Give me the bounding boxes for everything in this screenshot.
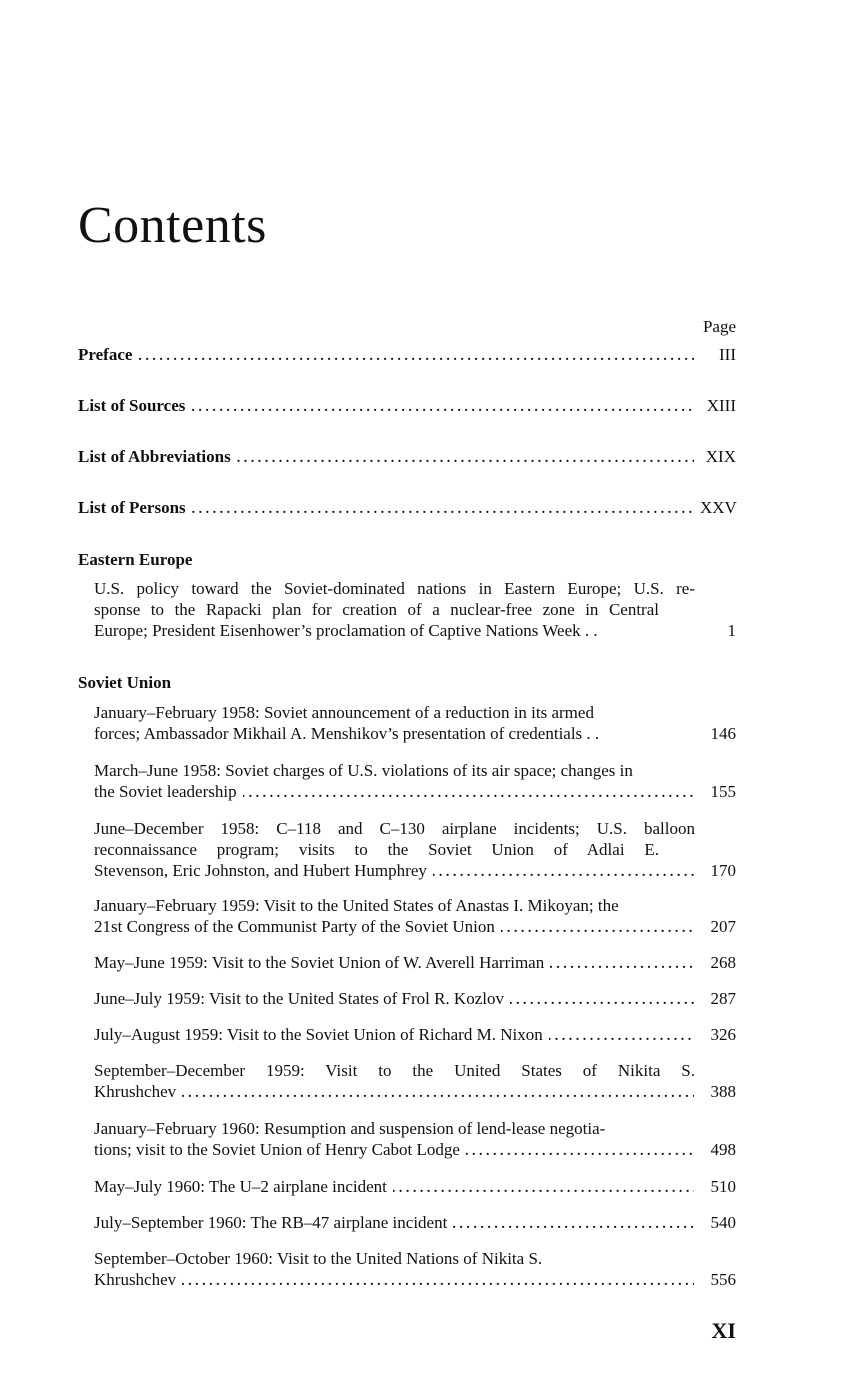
dot-leader [182,1083,694,1104]
toc-page-number: 207 [710,917,736,936]
toc-page-number: 388 [710,1082,736,1101]
toc-page-number: 155 [710,782,736,801]
toc-row-list-of-persons[interactable] [78,497,736,520]
toc-page-number: 498 [710,1140,736,1159]
toc-row-list-of-sources[interactable] [78,395,736,418]
toc-label: Preface [78,345,133,364]
toc-page-number: 1 [727,621,736,640]
toc-entry[interactable] [94,760,736,804]
toc-entry[interactable] [94,1118,736,1162]
toc-entry[interactable] [94,1248,736,1292]
entry-line: Khrushchev [94,1082,177,1101]
dot-leader [182,1271,694,1292]
entry-line: U.S. policy toward the Soviet-dominated nations in Eastern Europe; U.S. re- [94,579,695,598]
toc-entry[interactable] [94,1024,736,1047]
dot-leader [191,397,694,418]
entry-line: forces; Ambassador Mikhail A. Menshikov’s presentation of credentials . . [94,724,600,743]
entry-line: July–September 1960: The RB–47 airplane incident [94,1213,448,1232]
dot-leader [549,1026,694,1047]
toc-page-number: 170 [710,861,736,880]
toc-label: List of Persons [78,498,186,517]
toc-entry[interactable] [94,1212,736,1235]
dot-leader [453,1214,694,1235]
entry-line: January–February 1958: Soviet announcement of a reduction in its armed [94,703,594,722]
dot-leader [237,448,694,469]
toc-row-preface[interactable] [78,344,736,367]
toc-page-number: XIII [706,396,736,415]
toc-page-number: 556 [710,1270,736,1289]
section-heading-eastern-europe: Eastern Europe [78,550,193,569]
toc-page-number: 326 [710,1025,736,1044]
entry-line: May–July 1960: The U–2 airplane incident [94,1177,387,1196]
entry-line: 21st Congress of the Communist Party of the Soviet Union [94,917,495,936]
dot-leader [138,346,694,367]
entry-line: September–December 1959: Visit to the United States of Nikita S. [94,1061,695,1080]
page-title: Contents [78,197,267,254]
entry-line: sponse to the Rapacki plan for creation of a nuclear-free zone in Central [94,600,659,619]
entry-line: January–February 1960: Resumption and suspension of lend-lease negotia- [94,1119,606,1138]
toc-entry[interactable] [94,1060,736,1104]
dot-leader [192,499,694,520]
toc-entry[interactable] [94,895,736,939]
entry-line: March–June 1958: Soviet charges of U.S. violations of its air space; changes in [94,761,633,780]
section-heading-soviet-union: Soviet Union [78,673,172,692]
toc-label: List of Abbreviations [78,447,231,466]
toc-page-number: 268 [710,953,736,972]
entry-line: September–October 1960: Visit to the United Nations of Nikita S. [94,1249,543,1268]
toc-entry[interactable] [94,952,736,975]
dot-leader [550,954,694,975]
toc-page-number: 287 [710,989,736,1008]
toc-page-number: 146 [710,724,736,743]
dot-leader [433,862,694,883]
dot-leader [466,1141,694,1162]
page-folio: XI [711,1318,736,1343]
toc-page-number: 540 [710,1213,736,1232]
toc-page-number: III [719,345,736,364]
dot-leader [243,783,694,804]
toc-page-number: XXV [700,498,737,517]
toc-entry[interactable] [94,988,736,1011]
entry-line: Khrushchev [94,1270,177,1289]
entry-line: May–June 1959: Visit to the Soviet Union of W. Averell Harriman [94,953,545,972]
entry-line: July–August 1959: Visit to the Soviet Union of Richard M. Nixon [94,1025,543,1044]
toc-entry[interactable] [94,818,736,883]
entry-line: Stevenson, Eric Johnston, and Hubert Humphrey [94,861,427,880]
dot-leader [393,1178,694,1199]
entry-line: Europe; President Eisenhower’s proclamation of Captive Nations Week . . [94,621,598,640]
entry-line: June–December 1958: C–118 and C–130 airplane incidents; U.S. balloon [94,819,695,838]
dot-leader [510,990,694,1011]
toc-entry[interactable] [94,578,736,643]
toc-row-list-of-abbreviations[interactable] [78,446,736,469]
entry-line: June–July 1959: Visit to the United States of Frol R. Kozlov [94,989,504,1008]
toc-entry[interactable] [94,702,736,746]
toc-label: List of Sources [78,396,186,415]
entry-line: the Soviet leadership [94,782,237,801]
entry-line: reconnaissance program; visits to the Soviet Union of Adlai E. [94,840,659,859]
toc-page-number: 510 [710,1177,736,1196]
entry-line: tions; visit to the Soviet Union of Henry Cabot Lodge [94,1140,460,1159]
entry-line: January–February 1959: Visit to the United States of Anastas I. Mikoyan; the [94,896,619,915]
dot-leader [501,918,694,939]
toc-entry[interactable] [94,1176,736,1199]
toc-page-number: XIX [705,447,736,466]
page-column-label: Page [702,317,736,336]
